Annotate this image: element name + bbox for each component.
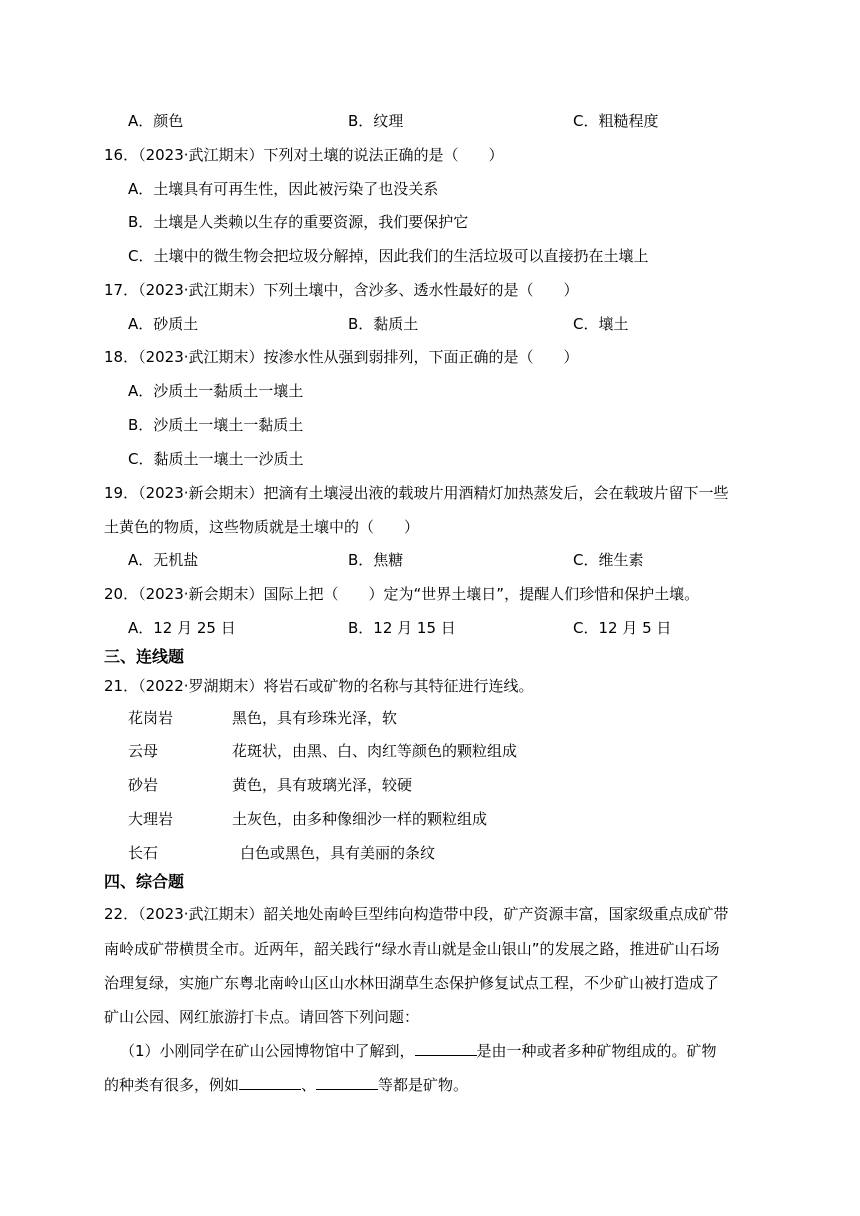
q16-option-b: B．土壤是人类赖以生存的重要资源，我们要保护它 — [128, 213, 469, 231]
answer-blank-2[interactable] — [239, 1075, 301, 1090]
q19-stem-line1: 19．（2023·新会期末）把滴有土壤浸出液的载玻片用酒精灯加热蒸发后，会在载玻片留下一些 — [104, 484, 729, 502]
q19-option-c: C．维生素 — [573, 551, 644, 569]
q21-feature-3: 黄色，具有玻璃光泽，较硬 — [232, 776, 413, 794]
q19-stem-line2: 土黄色的物质，这些物质就是土壤中的（ ） — [104, 518, 420, 536]
q21-feature-4: 土灰色，由多种像细沙一样的颗粒组成 — [232, 810, 488, 828]
q21-name-feldspar: 长石 — [128, 844, 159, 862]
q18-stem: 18．（2023·武江期末）按渗水性从强到弱排列，下面正确的是（ ） — [104, 348, 579, 366]
q21-feature-5: 白色或黑色，具有美丽的条纹 — [240, 844, 436, 862]
q16-option-c: C．土壤中的微生物会把垃圾分解掉，因此我们的生活垃圾可以直接扔在土壤上 — [128, 247, 649, 265]
q18-option-a: A．沙质土一黏质土一壤土 — [128, 382, 304, 400]
section-title-matching: 三、连线题 — [104, 647, 185, 666]
q20-stem: 20．（2023·新会期末）国际上把（ ）定为“世界土壤日”，提醒人们珍惜和保护土壤。 — [104, 585, 700, 603]
q18-option-c: C．黏质土一壤土一沙质土 — [128, 450, 304, 468]
q19-option-a: A．无机盐 — [128, 551, 199, 569]
q19-option-b: B．焦糖 — [348, 551, 404, 569]
q22-sub1-text-d: 、 — [301, 1076, 317, 1094]
q20-option-b: B．12 月 15 日 — [348, 619, 456, 637]
answer-blank-1[interactable] — [415, 1041, 477, 1056]
q21-name-sandstone: 砂岩 — [128, 776, 159, 794]
section-title-comprehensive: 四、综合题 — [104, 872, 185, 891]
q22-stem-line2: 南岭成矿带横贯全市。近两年，韶关践行“绿水青山就是金山银山”的发展之路，推进矿山石场 — [104, 940, 720, 958]
q22-stem-line3: 治理复绿，实施广东粤北南岭山区山水林田湖草生态保护修复试点工程，不少矿山被打造成了 — [104, 974, 720, 992]
q22-sub1-text-c: 的种类有很多，例如 — [104, 1076, 240, 1094]
q20-option-c: C．12 月 5 日 — [573, 619, 672, 637]
q18-option-b: B．沙质土一壤土一黏质土 — [128, 416, 304, 434]
q16-stem: 16．（2023·武江期末）下列对土壤的说法正确的是（ ） — [104, 146, 504, 164]
q21-feature-2: 花斑状，由黑、白、肉红等颜色的颗粒组成 — [232, 742, 518, 760]
q20-option-a: A．12 月 25 日 — [128, 619, 236, 637]
q21-feature-1: 黑色，具有珍珠光泽，软 — [232, 709, 398, 727]
q22-sub1-line2 — [104, 1075, 468, 1095]
q17-option-a: A．砂质土 — [128, 315, 199, 333]
q22-sub1-line1 — [120, 1041, 717, 1061]
q22-sub1-text-a: （1）小刚同学在矿山公园博物馆中了解到， — [120, 1042, 415, 1060]
q21-name-marble: 大理岩 — [128, 810, 174, 828]
q21-name-granite: 花岗岩 — [128, 709, 174, 727]
q17-stem: 17．（2023·武江期末）下列土壤中，含沙多、透水性最好的是（ ） — [104, 281, 579, 299]
q15-option-c: C．粗糙程度 — [573, 112, 659, 130]
answer-blank-3[interactable] — [316, 1075, 378, 1090]
q21-stem: 21．（2022·罗湖期末）将岩石或矿物的名称与其特征进行连线。 — [104, 677, 534, 695]
q22-stem-line4: 矿山公园、网红旅游打卡点。请回答下列问题： — [104, 1008, 420, 1026]
q16-option-a: A．土壤具有可再生性，因此被污染了也没关系 — [128, 180, 439, 198]
q22-sub1-text-b: 是由一种或者多种矿物组成的。矿物 — [476, 1042, 717, 1060]
q15-option-a: A．颜色 — [128, 112, 184, 130]
q17-option-c: C．壤土 — [573, 315, 629, 333]
q22-sub1-text-e: 等都是矿物。 — [378, 1076, 469, 1094]
q15-option-b: B．纹理 — [348, 112, 404, 130]
q21-name-mica: 云母 — [128, 742, 159, 760]
q22-stem-line1: 22．（2023·武江期末）韶关地处南岭巨型纬向构造带中段，矿产资源丰富，国家级重点成矿带 — [104, 905, 729, 923]
q17-option-b: B．黏质土 — [348, 315, 419, 333]
